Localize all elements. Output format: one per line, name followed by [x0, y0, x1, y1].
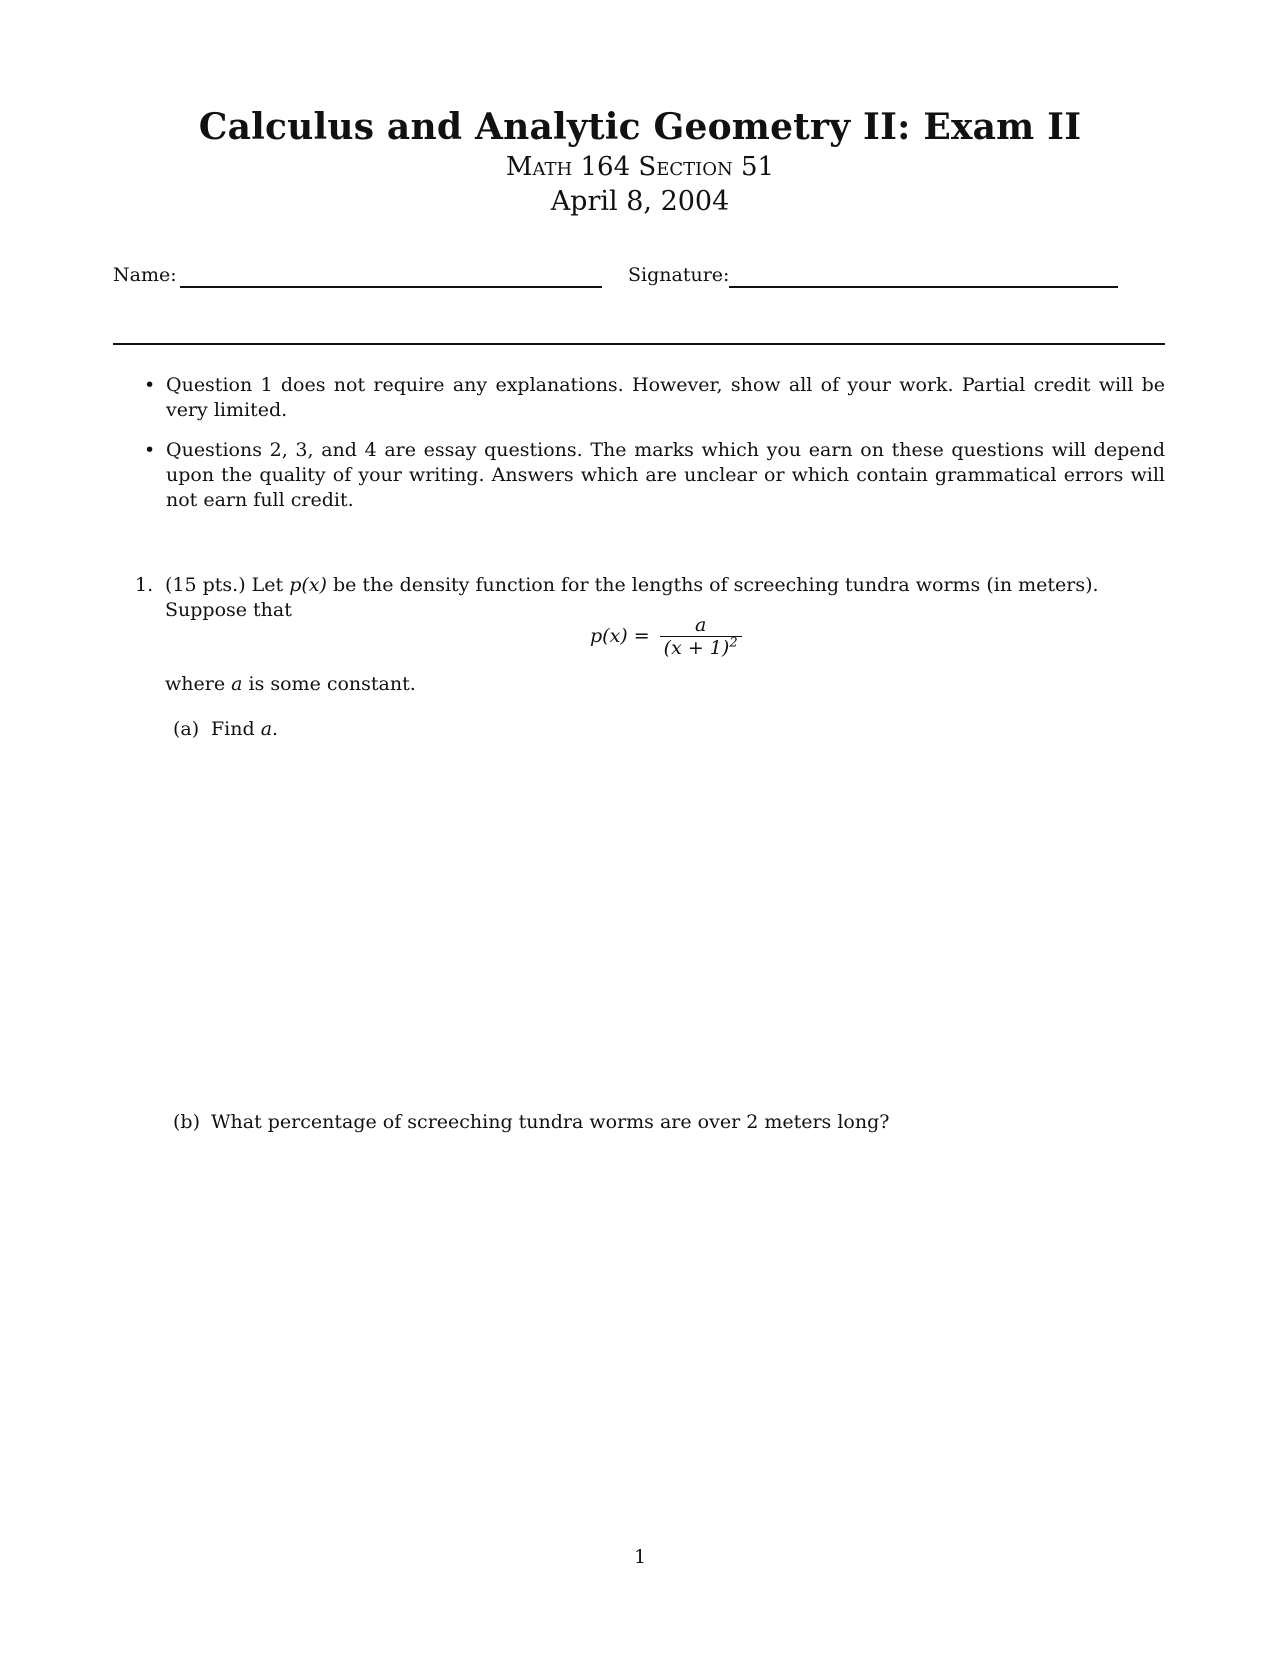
formula-numerator: a [694, 614, 707, 636]
part-a-period: . [272, 718, 279, 740]
part-b [173, 1110, 889, 1135]
part-b-text: What percentage of screeching tundra worms are over 2 meters long? [211, 1111, 890, 1133]
bullet-icon: • [144, 439, 156, 461]
denominator-base: (x + 1) [663, 637, 730, 659]
prompt-text: (15 pts.) Let [165, 574, 290, 596]
name-label: Name: [113, 264, 177, 286]
where-variable: a [231, 673, 243, 695]
name-line[interactable] [180, 286, 602, 288]
part-a [173, 717, 278, 742]
exam-title: Calculus and Analytic Geometry II: Exam II [198, 106, 1082, 148]
part-a-label: (a) [173, 718, 200, 740]
where-text: where [165, 673, 232, 695]
formula-lhs: p(x) = [590, 625, 650, 647]
where-text-end: is some constant. [242, 673, 416, 695]
formula-fraction [660, 614, 742, 659]
signature-line[interactable] [729, 286, 1118, 288]
part-a-text: Find [211, 718, 261, 740]
signature-label: Signature: [628, 264, 730, 286]
page-number: 1 [633, 1546, 647, 1568]
instruction-text: Questions 2, 3, and 4 are essay questions. The marks which you earn on these questions will depend upon the quality of your writing. Answers which are unclear or which contain grammatical errors will not earn full credit. [166, 439, 1165, 511]
exam-header [0, 104, 1280, 220]
density-formula [590, 614, 742, 659]
exam-date: April 8, 2004 [550, 186, 730, 217]
bullet-icon: • [144, 374, 156, 396]
part-a-variable: a [260, 718, 273, 740]
part-b-label: (b) [173, 1111, 200, 1133]
instruction-item [143, 373, 1165, 423]
constant-note [165, 672, 416, 697]
instruction-text: Question 1 does not require any explanations. However, show all of your work. Partial credit will be very limited. [166, 374, 1165, 421]
instruction-item [143, 438, 1165, 513]
course-section: Math 164 Section 51 [505, 152, 775, 182]
prompt-function: p(x) [289, 574, 327, 596]
question-1 [135, 573, 1165, 1133]
formula-denominator [660, 636, 742, 659]
instructions-list [143, 373, 1165, 528]
question-number: 1. [135, 574, 154, 596]
prompt-text-cont: be the density function for the lengths of screeching tundra worms (in meters). Suppose that [165, 574, 1099, 621]
denominator-exponent: 2 [729, 635, 738, 651]
header-divider [113, 343, 1165, 345]
